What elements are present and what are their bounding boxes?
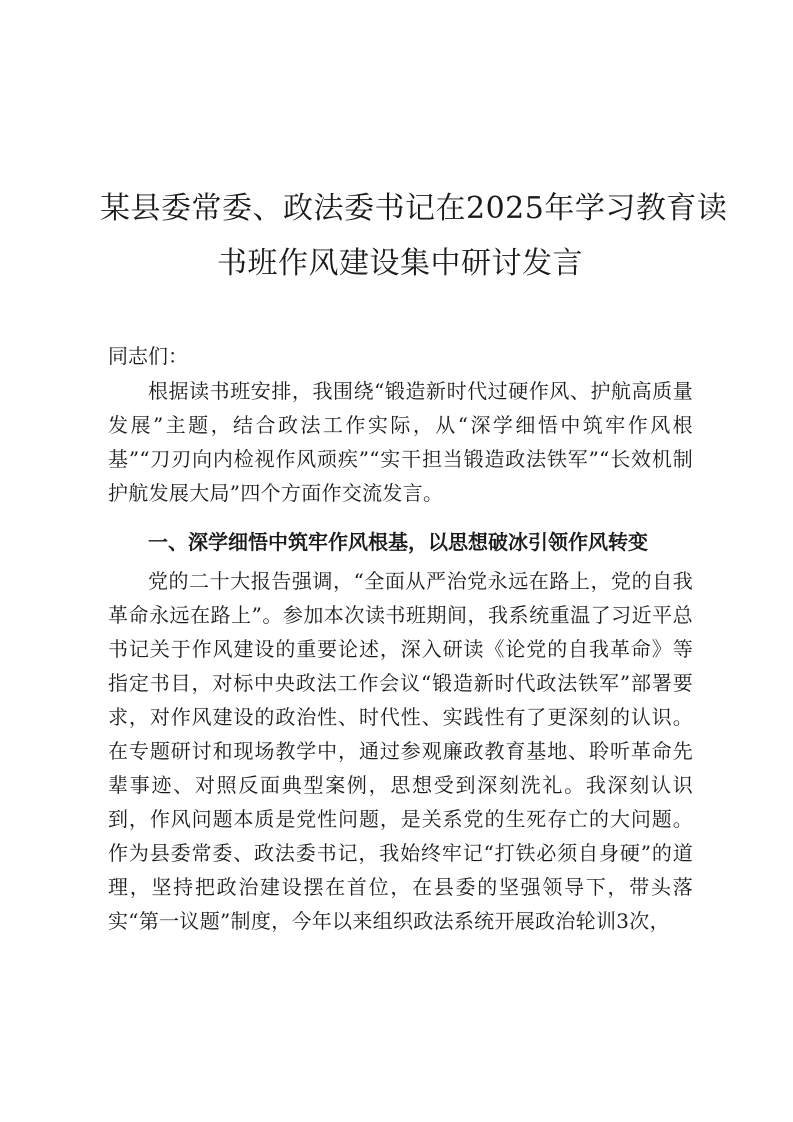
section-1-paragraph: 党的二十大报告强调，“全面从严治党永远在路上，党的自我革命永远在路上”。参加本次读书班期间，我系统重温了习近平总书记关于作风建设的重要论述，深入研读《论党的自我革命》等指定书目，对标中央政法工作会议“锻造新时代政法铁军”部署要求，对作风建设的政治性、时代性、实践性有了更深刻的认识。在专题研讨和现场教学中，通过参观廉政教育基地、聆听革命先辈事迹、对照反面典型案例，思想受到深刻洗礼。我深刻认识到，作风问题本质是党性问题，是关系党的生死存亡的大问题。作为县委常委、政法委书记，我始终牢记“打铁必须自身硬”的道理，坚持把政治建设摆在首位，在县委的坚强领导下，带头落实“第一议题”制度，今年以来组织政法系统开展政治轮训3次， (108, 569, 693, 933)
document-title-line-1: 某县委常委、政法委书记在2025年学习教育读 (100, 191, 728, 226)
intro-paragraph: 根据读书班安排，我围绕“锻造新时代过硬作风、护航高质量发展”主题，结合政法工作实际，从“深学细悟中筑牢作风根基”“刀刃向内检视作风顽疾”“实干担当锻造政法铁军”“长效机制护航发展大局”四个方面作交流发言。 (108, 379, 693, 505)
document-title-line-2: 书班作风建设集中研讨发言 (217, 246, 583, 281)
salutation: 同志们： (108, 344, 188, 368)
section-heading-1: 一、深学细悟中筑牢作风根基，以思想破冰引领作风转变 (148, 530, 648, 554)
